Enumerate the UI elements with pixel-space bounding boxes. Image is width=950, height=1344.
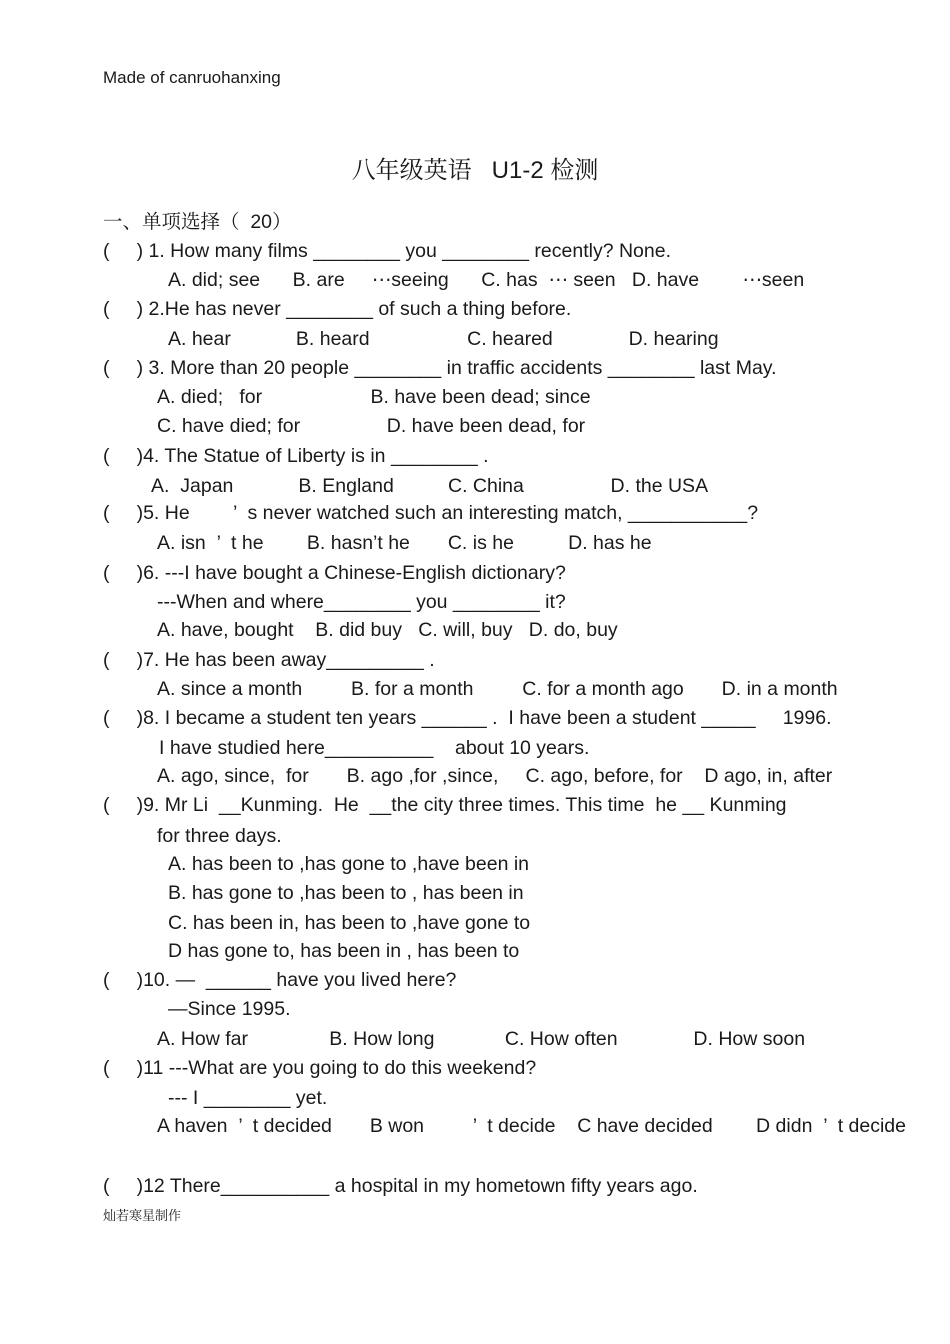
question-5-options: A. isn ’ t he B. hasn’t he C. is he D. has he bbox=[157, 532, 652, 554]
question-11: ( )11 ---What are you going to do this weekend? bbox=[103, 1057, 537, 1079]
question-11-options: A haven ’ t decided B won ’ t decide C have decided D didn ’ t decide bbox=[157, 1115, 906, 1137]
page-header: Made of canruohanxing bbox=[103, 68, 281, 87]
question-10-line-2: —Since 1995. bbox=[168, 998, 291, 1020]
section-heading: 一、单项选择（ 20） bbox=[103, 211, 292, 233]
page-footer: 灿若寒星制作 bbox=[103, 1209, 182, 1224]
question-3-options-b: C. have died; for D. have been dead, for bbox=[157, 415, 586, 437]
question-10: ( )10. — ______ have you lived here? bbox=[103, 969, 457, 991]
question-5: ( )5. He ’ s never watched such an interesting match, ___________? bbox=[103, 502, 759, 524]
question-8-options: A. ago, since, for B. ago ,for ,since, C. ago, before, for D ago, in, after bbox=[157, 765, 833, 787]
question-1-options: A. did; see B. are ⋯seeing C. has ⋯ seen D. have ⋯seen bbox=[168, 269, 805, 291]
question-8: ( )8. I became a student ten years ______ . I have been a student _____ 1996. bbox=[103, 707, 832, 729]
question-3: ( ) 3. More than 20 people ________ in traffic accidents ________ last May. bbox=[103, 357, 777, 379]
question-4: ( )4. The Statue of Liberty is in ________ . bbox=[103, 445, 489, 467]
question-2: ( ) 2.He has never ________ of such a thing before. bbox=[103, 298, 572, 320]
question-9: ( )9. Mr Li __Kunming. He __the city three times. This time he __ Kunming bbox=[103, 794, 787, 816]
question-9-option-b: B. has gone to ,has been to , has been in bbox=[168, 882, 524, 904]
question-10-options: A. How far B. How long C. How often D. How soon bbox=[157, 1028, 806, 1050]
question-4-options: A. Japan B. England C. China D. the USA bbox=[151, 475, 709, 497]
question-6-options: A. have, bought B. did buy C. will, buy D. do, buy bbox=[157, 619, 618, 641]
question-9-option-a: A. has been to ,has gone to ,have been in bbox=[168, 853, 530, 875]
question-8-line-2: I have studied here__________ about 10 years. bbox=[159, 737, 590, 759]
question-9-line-2: for three days. bbox=[157, 825, 282, 847]
question-3-options-a: A. died; for B. have been dead; since bbox=[157, 386, 591, 408]
question-6: ( )6. ---I have bought a Chinese-English dictionary? bbox=[103, 562, 566, 584]
question-1: ( ) 1. How many films ________ you ________ recently? None. bbox=[103, 240, 671, 262]
question-9-option-c: C. has been in, has been to ,have gone to bbox=[168, 912, 531, 934]
question-6-line-2: ---When and where________ you ________ it? bbox=[157, 591, 566, 613]
question-7: ( )7. He has been away_________ . bbox=[103, 649, 435, 671]
question-11-line-2: --- I ________ yet. bbox=[168, 1087, 328, 1109]
document-title: 八年级英语 U1-2 检测 bbox=[351, 157, 599, 184]
question-12: ( )12 There__________ a hospital in my hometown fifty years ago. bbox=[103, 1175, 698, 1197]
question-9-option-d: D has gone to, has been in , has been to bbox=[168, 940, 520, 962]
question-7-options: A. since a month B. for a month C. for a month ago D. in a month bbox=[157, 678, 838, 700]
question-2-options: A. hear B. heard C. heared D. hearing bbox=[168, 328, 719, 350]
